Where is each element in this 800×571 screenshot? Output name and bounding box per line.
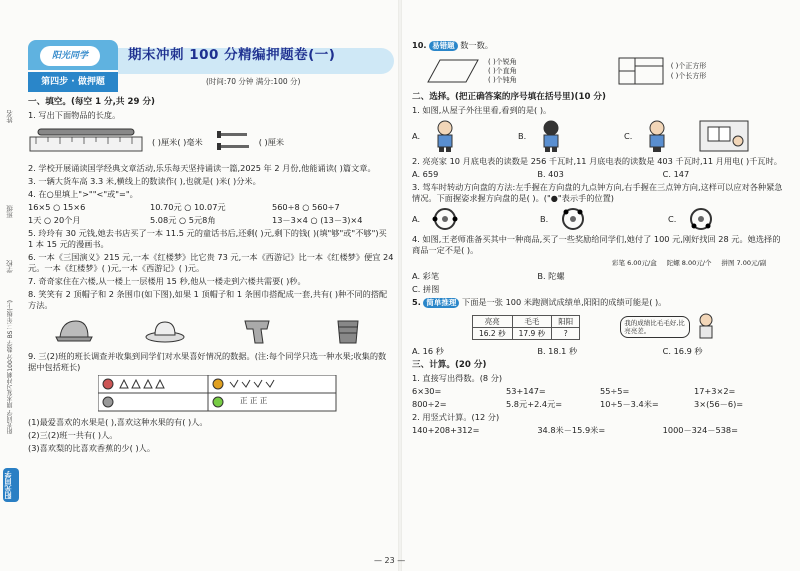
c3-opt-a: A. — [412, 213, 421, 224]
q4-r2-a: 1天 ○ 20个月 — [28, 215, 81, 225]
question-6: 6. 一本《三国演义》215 元,一本《红楼梦》比它贵 73 元,一本《西游记》比一本《红楼梦》便宜 24 元。一本《红楼梦》( )元,一本《西游记》( )元。 — [28, 252, 394, 273]
section-fill-blank: 一、填空。(每空 1 分,共 29 分) — [28, 97, 155, 107]
c5-speech-bubble: 我的成绩比毛毛好,比亮亮差。 — [620, 316, 690, 338]
section-choice: 二、选择。(把正确答案的序号填在括号里)(10 分) — [412, 92, 606, 102]
c4-opt-c: C. 拼图 — [412, 284, 440, 294]
c5-options — [412, 346, 788, 357]
q10-obtuse: ( )个钝角 — [488, 75, 517, 84]
c4-opt-b: B. 陀螺 — [537, 271, 565, 281]
name-label: 姓名 — [6, 110, 14, 123]
page-title: 期末冲刺 100 分精编押题卷(一) — [128, 47, 336, 63]
question-2: 2. 学校开展诵读国学经典文章活动,乐乐每天坚持诵读一篇,2025 年 2 月份,他能诵读( )篇文章。 — [28, 163, 376, 173]
question-8: 8. 笑笑有 2 顶帽子和 2 条围巾(如下图),如果 1 顶帽子和 1 条围巾搭配成一套,共有( )种不同的搭配方法。 — [28, 289, 388, 310]
calc-1: 1. 直接写出得数。(8 分) — [412, 373, 503, 383]
q4-row-2 — [28, 215, 394, 226]
k2-b: 34.8米－15.9米= — [537, 425, 606, 435]
question-10: 10. 易错题 数一数。 — [412, 40, 493, 50]
scarf-icon-1 — [237, 317, 277, 345]
q10-text: 数一数。 — [460, 40, 493, 50]
child-icon — [694, 312, 718, 342]
header — [28, 38, 394, 94]
boy-front-icon — [430, 119, 460, 153]
page-number: — 23 — — [374, 556, 406, 565]
c2-opt-c: C. 147 — [662, 169, 690, 179]
c1-opt-c: C. — [624, 130, 633, 141]
time-info: (时间:70 分钟 满分:100 分) — [206, 77, 301, 86]
c5-opt-c: C. 16.9 秒 — [662, 346, 703, 356]
c4-options — [412, 271, 788, 282]
boy-back-icon — [536, 119, 566, 153]
q1-answer-b: ( )厘米 — [258, 136, 285, 147]
c5-opt-b: B. 18.1 秒 — [537, 346, 578, 356]
c1-opt-b: B. — [518, 130, 527, 141]
c3-opt-c: C. — [668, 213, 677, 224]
logo: 阳光同学 — [40, 46, 100, 66]
q4-r1-b: 10.70元 ○ 10.07元 — [150, 202, 226, 212]
q9-sub-1: (1)最爱喜欢的水果是( ),喜欢这种水果的有( )人。 — [28, 417, 208, 427]
tag-simple-reasoning: 简单推理 — [423, 298, 459, 308]
question-3: 3. 一辆大货车高 3.3 米,横线上的数读作( ),也就是( )米( )分米。 — [28, 176, 261, 186]
c4-item-pen: 彩笔 6.00元/盒 — [612, 259, 657, 267]
c5-cell-1: 16.2 秒 — [473, 327, 513, 339]
choice-3: 3. 驾车时转动方向盘的方法:左手握在方向盘的九点钟方向,右手握在三点钟方向,这样可以应对各种紧急情况。下面握姿求握方向盘的是( )。("●"表示手的位置) — [412, 182, 783, 203]
class-label: 班级 — [6, 205, 14, 218]
c4-items — [612, 258, 788, 269]
k1-r2-b: 5.8元+2.4元= — [506, 399, 563, 409]
c3-options — [412, 206, 788, 232]
c5-figure — [412, 310, 788, 344]
nail-icon — [217, 127, 257, 157]
c2-options — [412, 169, 788, 180]
k1-r1-c: 55÷5= — [600, 386, 630, 396]
k1-r2-d: 3×(56－6)= — [694, 399, 744, 409]
question-1: 1. 写出下面物品的长度。 — [28, 110, 121, 120]
q8-figures — [28, 313, 394, 349]
calc-2-row — [412, 425, 788, 436]
squares-figure — [617, 56, 665, 86]
sun-hat-icon — [145, 317, 185, 345]
c1-options — [412, 118, 788, 154]
q10-acute: ( )个锐角 — [488, 57, 517, 66]
left-page — [28, 38, 394, 454]
q4-row-1 — [28, 202, 394, 213]
cap-icon — [54, 317, 94, 345]
question-4: 4. 在○里填上">""<"或"="。 — [28, 189, 138, 199]
q4-r2-c: 13－3×4 ○ (13－3)×4 — [272, 215, 363, 225]
k2-a: 140+208+312= — [412, 425, 480, 435]
c5-score-table — [472, 315, 580, 340]
c4-opt-a: A. 彩笔 — [412, 271, 440, 281]
parallelogram-figure — [426, 56, 482, 86]
c5-head-1: 亮亮 — [473, 315, 513, 327]
k1-r1-d: 17+3×2= — [694, 386, 736, 396]
c5-head-3: 阳阳 — [552, 315, 580, 327]
calc-1-row-1 — [412, 386, 788, 397]
c2-opt-a: A. 659 — [412, 169, 439, 179]
c5-cell-2: 17.9 秒 — [512, 327, 552, 339]
c1-opt-a: A. — [412, 130, 421, 141]
q10-rectangles: ( )个长方形 — [670, 72, 707, 80]
steering-wheel-b-icon — [558, 207, 588, 231]
q10-figures — [412, 53, 788, 89]
tally-marks: 正 正 正 — [240, 396, 268, 405]
series-text: 阳光同学 期末复习冲刺100分 数学 BS 三年级(上) — [7, 300, 14, 434]
k1-r1-b: 53+147= — [506, 386, 546, 396]
q9-sub-2: (2)三(2)班一共有( )人。 — [28, 430, 118, 440]
question-7: 7. 奇奇家住在六楼,从一楼上一层楼用 15 秒,他从一楼走到六楼共需要( )秒。 — [28, 276, 306, 286]
tag-error-prone: 易错题 — [429, 41, 458, 51]
c5-opt-a: A. 16 秒 — [412, 346, 444, 356]
q1-answer-a: ( )厘米( )毫米 — [152, 136, 203, 147]
choice-5: 5. 简单推理 下面是一张 100 米跑测试成绩单,阳阳的成绩可能是( )。 — [412, 297, 667, 307]
k2-c: 1000－324－538= — [662, 425, 738, 435]
ruler-pen-icon — [28, 125, 146, 159]
boy-side-icon — [642, 119, 672, 153]
logo-box — [28, 40, 118, 70]
q4-r2-b: 5.08元 ○ 5元8角 — [150, 215, 216, 225]
house-window-icon — [694, 119, 754, 153]
c5-head-2: 毛毛 — [512, 315, 552, 327]
c5-text: 下面是一张 100 米跑测试成绩单,阳阳的成绩可能是( )。 — [462, 297, 667, 307]
c4-item-top: 陀螺 8.00元/个 — [666, 259, 712, 267]
k1-r2-c: 10÷5－3.4米= — [600, 399, 659, 409]
tally-table-graphic — [98, 375, 338, 413]
c3-opt-b: B. — [540, 213, 549, 224]
k1-r1-a: 6×30= — [412, 386, 442, 396]
c4-item-puzzle: 拼图 7.00元/副 — [721, 259, 767, 267]
spine — [0, 0, 26, 571]
choice-4: 4. 如图,王老师准备买其中一种商品,买了一些奖励给同学们,她付了 100 元,刚好找回 28 元。她选择的商品一定不是( )。 — [412, 234, 781, 255]
q10-squares: ( )个正方形 — [670, 62, 707, 70]
q1-figures — [28, 123, 394, 161]
question-9: 9. 三(2)班的班长调查并收集到同学们对水果喜好情况的数据。(注:每个同学只选一种水果;收集的数据中包括班长) — [28, 351, 387, 372]
k1-r2-a: 800÷2= — [412, 399, 447, 409]
steering-wheel-a-icon — [430, 207, 460, 231]
choice-1: 1. 如图,从屋子外往里看,看到的是( )。 — [412, 105, 552, 115]
steering-wheel-c-icon — [686, 207, 716, 231]
spine-brand: 阳光同学 — [3, 468, 19, 502]
q10-right: ( )个直角 — [488, 66, 517, 75]
page-fold — [398, 0, 402, 571]
calc-2: 2. 用竖式计算。(12 分) — [412, 412, 500, 422]
question-5: 5. 玲玲有 30 元钱,她去书店买了一本 11.5 元的童话书后,还剩( )元,剩下的钱( )(填"够"或"不够")买 1 本 15 元的漫画书。 — [28, 228, 387, 249]
q9-sub-3: (3)喜欢梨的比喜欢香蕉的少( )人。 — [28, 443, 156, 453]
q9-tally-chart — [28, 375, 394, 415]
c2-opt-b: B. 403 — [537, 169, 564, 179]
calc-1-row-2 — [412, 399, 788, 410]
section-calculation: 三、计算。(20 分) — [412, 360, 487, 370]
step-label: 第四步 · 做押题 — [28, 72, 118, 92]
q4-r1-a: 16×5 ○ 15×6 — [28, 202, 86, 212]
scarf-icon-2 — [328, 317, 368, 345]
right-page — [412, 38, 788, 436]
q4-r1-c: 560÷8 ○ 560÷7 — [272, 202, 340, 212]
c5-cell-3: ? — [552, 327, 580, 339]
school-label: 学校 — [6, 260, 14, 273]
choice-2: 2. 亮亮家 10 月底电表的读数是 256 千瓦时,11 月底电表的读数是 403 千瓦时,11 月用电( )千瓦时。 — [412, 156, 782, 166]
